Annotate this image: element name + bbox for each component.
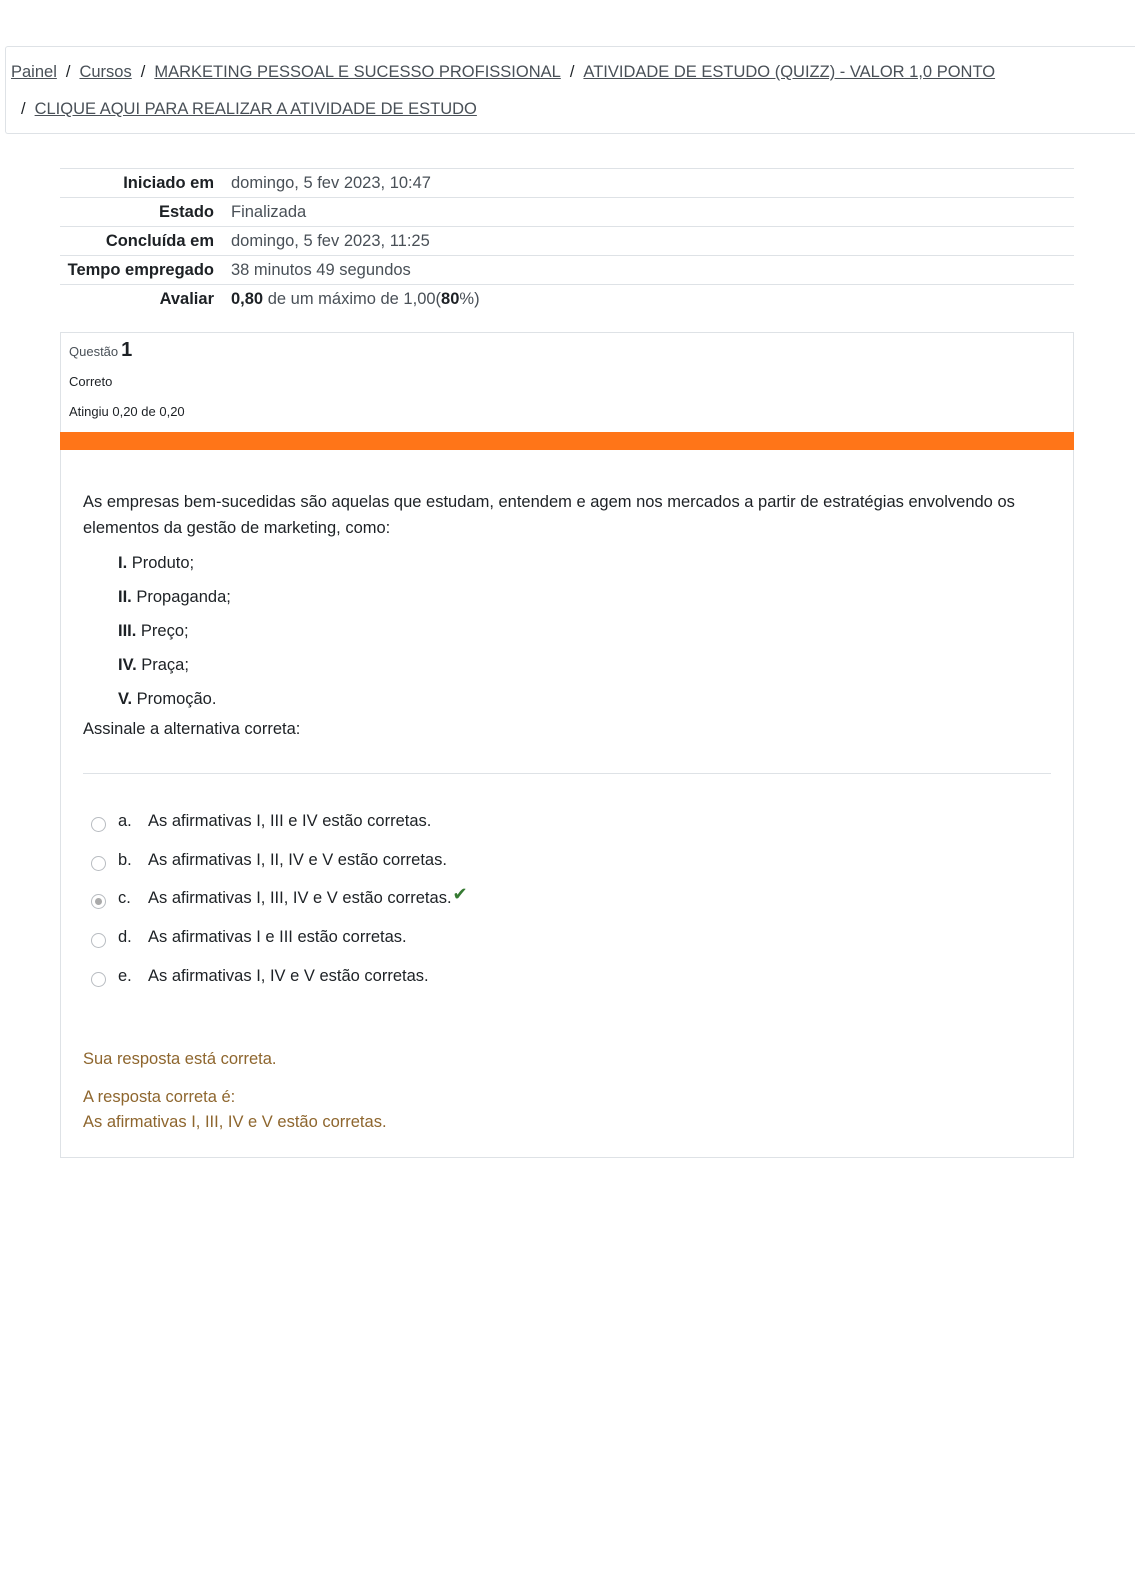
answer-text: As afirmativas I, IV e V estão corretas. <box>148 966 429 985</box>
question-content <box>60 450 1074 1158</box>
breadcrumb-separator: / <box>21 100 26 118</box>
grade-percent: 80 <box>441 289 460 308</box>
summary-row-completed <box>60 227 1074 256</box>
summary-value: domingo, 5 fev 2023, 11:25 <box>231 231 430 250</box>
breadcrumb-line-2 <box>21 100 477 119</box>
grade-score: 0,80 <box>231 289 264 308</box>
summary-row-time <box>60 256 1074 285</box>
summary-row-started <box>60 169 1074 198</box>
grade-text: de um máximo de 1,00( <box>263 289 442 308</box>
answer-text: As afirmativas I, III e IV estão corretas. <box>148 811 432 830</box>
question-number <box>69 339 132 362</box>
breadcrumb-line-1 <box>11 63 995 82</box>
answer-options <box>91 802 468 995</box>
item-text: Preço; <box>136 622 189 640</box>
list-item <box>118 652 231 686</box>
item-number: IV. <box>118 656 137 674</box>
question-number-value: 1 <box>121 339 133 361</box>
grade-suffix: %) <box>459 289 480 308</box>
question-state: Correto <box>69 374 113 389</box>
breadcrumb-painel[interactable]: Painel <box>11 63 57 81</box>
answer-option-e[interactable] <box>91 957 468 996</box>
summary-value: Finalizada <box>231 202 307 221</box>
answer-text: As afirmativas I, II, IV e V estão corretas. <box>148 850 447 869</box>
item-text: Praça; <box>136 656 189 674</box>
radio-button-selected[interactable] <box>91 894 106 909</box>
item-number: II. <box>118 588 132 606</box>
item-text: Promoção. <box>132 690 217 708</box>
answer-letter: e. <box>118 966 132 985</box>
summary-row-grade <box>60 285 1074 314</box>
summary-label: Estado <box>158 202 214 221</box>
breadcrumb-course[interactable]: MARKETING PESSOAL E SUCESSO PROFISSIONAL <box>154 63 561 81</box>
breadcrumb-separator: / <box>140 63 146 81</box>
list-item <box>118 686 231 720</box>
list-item <box>118 584 231 618</box>
summary-label: Concluída em <box>105 231 214 250</box>
summary-value: domingo, 5 fev 2023, 10:47 <box>231 173 431 192</box>
breadcrumb-separator: / <box>569 63 575 81</box>
radio-button[interactable] <box>91 933 106 948</box>
item-text: Propaganda; <box>131 588 231 606</box>
question-info <box>60 332 1074 432</box>
question-text: As empresas bem-sucedidas são aquelas que estudam, entendem e agem nos mercados a partir de estratégias envolvendo os elementos da gestão de marketing, como: <box>83 493 1015 537</box>
answer-letter: a. <box>118 811 132 830</box>
breadcrumb-cursos[interactable]: Cursos <box>79 63 132 81</box>
summary-row-state <box>60 198 1074 227</box>
item-number: I. <box>118 554 128 572</box>
item-text: Produto; <box>127 554 195 572</box>
radio-button[interactable] <box>91 817 106 832</box>
list-item <box>118 618 231 652</box>
list-item <box>118 550 231 584</box>
answer-option-a[interactable] <box>91 802 468 841</box>
feedback-correct: Sua resposta está correta. <box>83 1050 277 1068</box>
breadcrumb-activity[interactable]: ATIVIDADE DE ESTUDO (QUIZZ) - VALOR 1,0 PONTO <box>583 63 996 81</box>
item-number: III. <box>118 622 137 640</box>
right-answer <box>83 1085 387 1135</box>
answer-letter: d. <box>118 927 132 946</box>
right-answer-text: As afirmativas I, III, IV e V estão corretas. <box>83 1113 387 1131</box>
question-label: Questão <box>69 344 119 359</box>
question-accent-bar <box>60 432 1074 450</box>
answer-text: As afirmativas I e III estão corretas. <box>148 927 407 946</box>
breadcrumb-quiz[interactable]: CLIQUE AQUI PARA REALIZAR A ATIVIDADE DE ESTUDO <box>34 100 477 118</box>
check-icon: ✔ <box>452 884 468 905</box>
answer-option-b[interactable] <box>91 841 468 880</box>
breadcrumb-separator: / <box>65 63 71 81</box>
question-grade: Atingiu 0,20 de 0,20 <box>69 404 185 419</box>
breadcrumb <box>5 46 1135 134</box>
summary-value: 38 minutos 49 segundos <box>231 260 411 279</box>
attempt-summary <box>60 168 1074 314</box>
question-prompt: Assinale a alternativa correta: <box>83 720 301 738</box>
summary-label: Avaliar <box>159 289 214 308</box>
radio-button[interactable] <box>91 972 106 987</box>
summary-label: Iniciado em <box>123 173 214 192</box>
item-number: V. <box>118 690 133 708</box>
summary-value <box>222 285 1074 314</box>
answer-text: As afirmativas I, III, IV e V estão corretas. <box>148 889 452 908</box>
divider <box>83 773 1051 774</box>
summary-label: Tempo empregado <box>67 260 214 279</box>
radio-button[interactable] <box>91 856 106 871</box>
answer-letter: b. <box>118 850 132 869</box>
right-answer-label: A resposta correta é: <box>83 1088 236 1106</box>
answer-option-c[interactable] <box>91 879 468 918</box>
answer-option-d[interactable] <box>91 918 468 957</box>
question-items <box>118 550 231 720</box>
answer-letter: c. <box>118 889 131 908</box>
